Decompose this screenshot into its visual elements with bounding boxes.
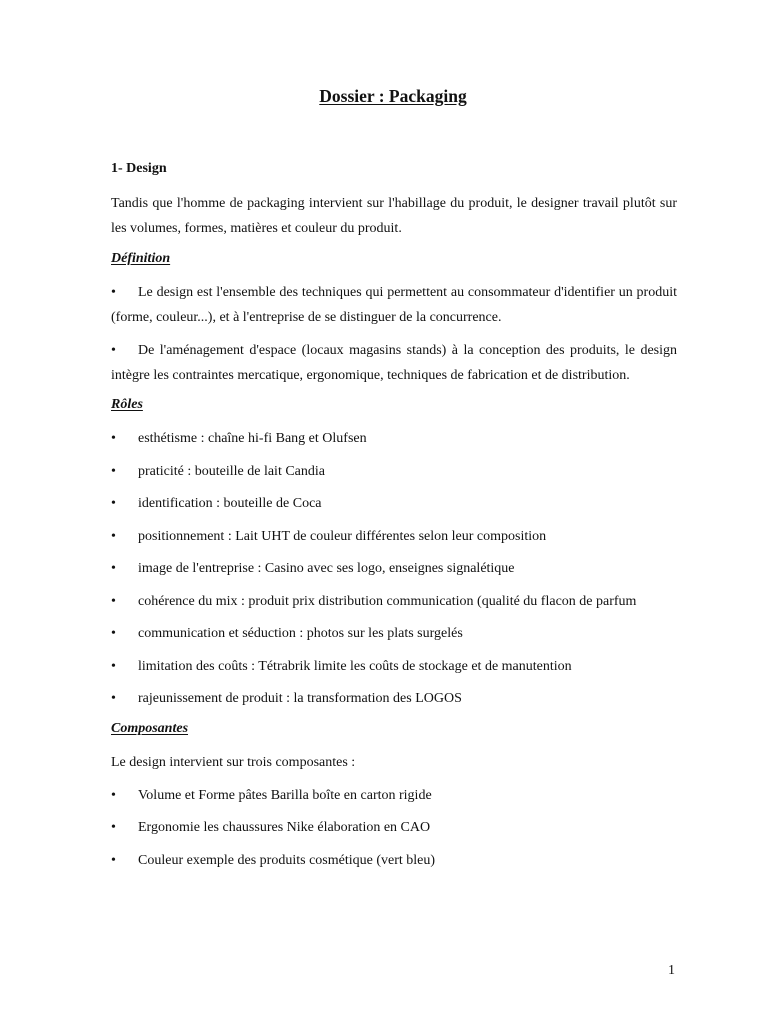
subheading-roles: Rôles xyxy=(111,397,143,412)
list-item-text: limitation des coûts : Tétrabrik limite les coûts de stockage et de manutention xyxy=(138,658,572,674)
list-item xyxy=(111,280,677,330)
intro-paragraph: Tandis que l'homme de packaging intervient sur l'habillage du produit, le designer travail plutôt sur les volumes, formes, matières et couleur du produit. xyxy=(111,196,677,236)
bullet-glyph: • xyxy=(111,593,116,609)
section-heading-design: 1- Design xyxy=(111,161,167,176)
bullet-glyph: • xyxy=(111,626,116,641)
bullet-glyph: • xyxy=(111,561,116,576)
bullet-glyph: • xyxy=(111,463,116,479)
list-item xyxy=(111,783,677,808)
list-item-text: Volume et Forme pâtes Barilla boîte en carton rigide xyxy=(138,787,432,803)
definition-list xyxy=(111,280,677,388)
list-item-text: image de l'entreprise : Casino avec ses logo, enseignes signalétique xyxy=(138,561,515,576)
list-item-text: communication et séduction : photos sur les plats surgelés xyxy=(138,626,463,641)
list-item-text: identification : bouteille de Coca xyxy=(138,496,322,511)
list-item xyxy=(111,848,677,873)
bullet-glyph: • xyxy=(111,496,116,511)
list-item xyxy=(111,654,677,679)
bullet-glyph: • xyxy=(111,820,116,835)
composantes-intro: Le design intervient sur trois composantes : xyxy=(111,754,356,770)
list-item xyxy=(111,459,677,484)
document-body xyxy=(111,159,677,880)
bullet-glyph: • xyxy=(111,691,116,706)
bullet-glyph: • xyxy=(111,431,116,446)
list-item-text: Le design est l'ensemble des techniques qui permettent au consommateur d'identifier un produit (forme, couleur...), et à l'entreprise de se distinguer de la concurrence. xyxy=(111,285,677,325)
list-item xyxy=(111,491,677,516)
list-item xyxy=(111,589,677,614)
list-item-text: cohérence du mix : produit prix distribution communication (qualité du flacon de parfum xyxy=(138,593,637,609)
list-item xyxy=(111,621,677,646)
list-item-text: praticité : bouteille de lait Candia xyxy=(138,463,325,479)
subheading-composantes: Composantes xyxy=(111,720,189,736)
bullet-glyph: • xyxy=(111,787,116,803)
list-item-text: esthétisme : chaîne hi-fi Bang et Olufsen xyxy=(138,431,367,446)
document-title: Dossier : Packaging xyxy=(319,86,467,106)
list-item-text: positionnement : Lait UHT de couleur différentes selon leur composition xyxy=(138,528,547,544)
list-item-text: De l'aménagement d'espace (locaux magasins stands) à la conception des produits, le design intègre les contraintes mercatique, ergonomique, techniques de fabrication et de distribution. xyxy=(111,342,677,383)
list-item-text: Couleur exemple des produits cosmétique (vert bleu) xyxy=(138,852,436,868)
list-item-text: rajeunissement de produit : la transformation des LOGOS xyxy=(138,691,462,706)
page-number: 1 xyxy=(668,963,675,978)
bullet-glyph: • xyxy=(111,528,116,544)
subheading-definition: Définition xyxy=(111,251,171,266)
list-item xyxy=(111,338,677,388)
list-item xyxy=(111,524,677,549)
bullet-glyph: • xyxy=(111,658,116,674)
bullet-glyph: • xyxy=(111,852,116,868)
composantes-list xyxy=(111,783,677,873)
list-item xyxy=(111,556,677,581)
list-item xyxy=(111,815,677,840)
list-item-text: Ergonomie les chaussures Nike élaboration en CAO xyxy=(138,820,431,835)
roles-list xyxy=(111,426,677,711)
bullet-glyph: • xyxy=(111,285,116,300)
list-item xyxy=(111,686,677,711)
list-item xyxy=(111,426,677,451)
bullet-glyph: • xyxy=(111,342,116,358)
